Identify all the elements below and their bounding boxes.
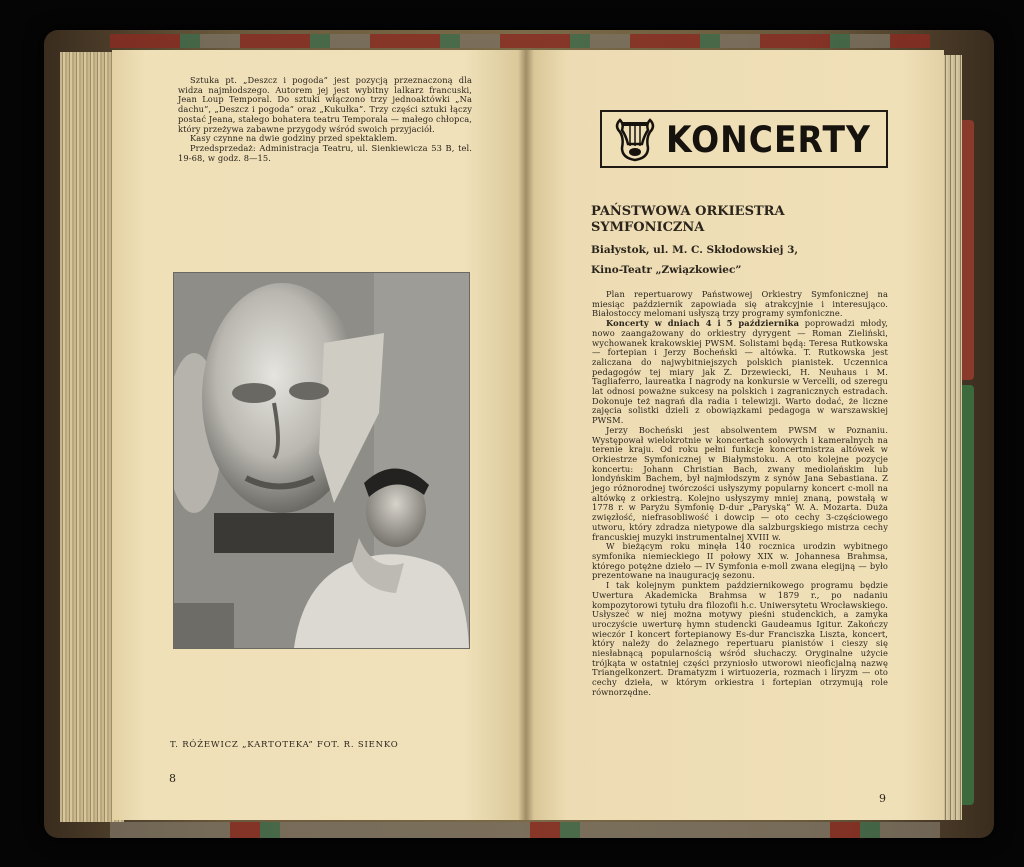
venue-address xyxy=(591,240,891,280)
photo-caption: T. RÓŻEWICZ „KARTOTEKA” FOT. R. SIENKO xyxy=(170,740,399,750)
article-body xyxy=(592,290,888,698)
lyre-icon xyxy=(610,114,660,164)
orchestra-name: PAŃSTWOWA ORKIESTRA SYMFONICZNA xyxy=(591,204,785,235)
left-page xyxy=(112,50,526,820)
article-paragraph: Plan repertuarowy Państwowej Orkiestry Symfonicznej na miesiąc październik zapowiada się atrakcyjnie i interesująco. Białostoccy melomani usłyszą trzy programy symfoniczne. xyxy=(592,289,888,319)
page-number: 8 xyxy=(169,772,176,785)
intro-paragraph: Kasy czynne na dwie godziny przed spektaklem. xyxy=(190,133,398,144)
address-line: Białystok, ul. M. C. Skłodowskiej 3, xyxy=(591,244,799,256)
intro-paragraph: Sztuka pt. „Deszcz i pogoda” jest pozycją przeznaczoną dla widza najmłodszego. Autorem jej jest wybitny lalkarz francuski, Jean Loup Temporal. Do sztuki włączono trzy jednoaktówki „Na dachu”, „Deszcz i pogoda” oraz „Kukułka”. Trzy części sztuki łączy postać Jeana, stałego bohatera teatru Temporala — małego chłopca, który przeżywa zabawne przygody wśród swoich przyjaciół. xyxy=(178,75,472,134)
book-gutter xyxy=(518,50,534,820)
intro-text xyxy=(178,76,472,163)
article-paragraph: Jerzy Bocheński jest absolwentem PWSM w Poznaniu. Występował wielokrotnie w koncertach solowych i kameralnych na terenie kraju. Od roku pełni funkcje koncertmistrza altówek w Orkiestrze Symfonicznej w Białymstoku. A oto kolejne pozycje koncertu: Johann Christian Bach, zwany mediolańskim lub londyńskim Bachem, był najmłodszym z synów Jana Sebastiana. Z jego różnorodnej twórczości usłyszymy popularny koncert c-moll na altówkę z orkiestrą. Kolejno usłyszymy mniej znaną, powstałą w 1778 r. w Paryżu Symfonię D-dur „Paryską” W. A. Mozarta. Duża zwięzłość, niefrasobliwość i dowcip — oto cechy 3-częściowego utworu, który zdradza nietypowe dla salzburgskiego mistrza cechy francuskiej muzyki instrumentalnej XVIII w. xyxy=(592,424,888,542)
article-paragraph: Koncerty w dniach 4 i 5 października poprowadzi młody, nowo zaangażowany do orkiestry dyrygent — Roman Zieliński, wychowanek krakowskiej PWSM. Solistami będą: Teresa Rutkowska — fortepian i Jerzy Bocheński — altówka. T. Rutkowska jest zaliczana do najwybitniejszych polskich pianistek. Uczennica pedagogów tej miary jak Z. Drzewiecki, H. Neuhaus i M. Tagliaferro, laureatka I nagrody na konkursie w Vercelli, od szeregu lat odnosi poważne sukcesy na polskich i zagranicznych estradach. Dokonuje też nagrań dla radia i telewizji. Warto dodać, że liczne zajęcia solistki dzieli z obowiązkami pedagoga w warszawskiej PWSM. xyxy=(592,318,888,426)
address-line: Kino-Teatr „Związkowiec” xyxy=(591,264,742,276)
section-title: KONCERTY xyxy=(666,117,871,161)
cover-edge-bottom xyxy=(110,822,940,838)
article-paragraph: I tak kolejnym punktem październikowego programu będzie Uwertura Akademicka Brahmsa w 1879 r., po nadaniu kompozytorowi tytułu dra filozofii h.c. Uniwersytetu Wrocławskiego. Usłyszeć w niej można motywy pieśni studenckich, a zamyka uroczyście uwerturę hymn studencki Gaudeamus Igitur. Zakończy wieczór I koncert fortepianowy Es-dur Franciszka Liszta, koncert, który należy do żelaznego repertuaru pianistów i cieszy się niesłabnącą popularnością wśród słuchaczy. Oryginalne użycie trójkąta w ostatniej części przyniosło utworowi nieoficjalną nazwę Triangelkonzert. Dramatyzm i wirtuozeria, rozmach i liryzm — oto cechy dzieła, w którym orkiestra i fortepian otrzymują role równorzędne. xyxy=(592,580,888,697)
theatre-photo xyxy=(173,272,470,649)
right-page xyxy=(526,50,944,820)
section-header xyxy=(600,110,888,168)
cover-edge-top xyxy=(110,34,930,48)
page-number: 9 xyxy=(879,792,886,805)
intro-paragraph: Przedsprzedaż: Administracja Teatru, ul. Sienkiewicza 53 B, tel. 19-68, w godz. 8—15. xyxy=(178,142,472,163)
article-paragraph: W bieżącym roku minęła 140 rocznica urodzin wybitnego symfonika niemieckiego II połowy XIX w. Johannesa Brahmsa, którego potężne dzieło — IV Symfonia e-moll zwana elegijną — było prezentowane na inaugurację sezonu. xyxy=(592,541,888,581)
